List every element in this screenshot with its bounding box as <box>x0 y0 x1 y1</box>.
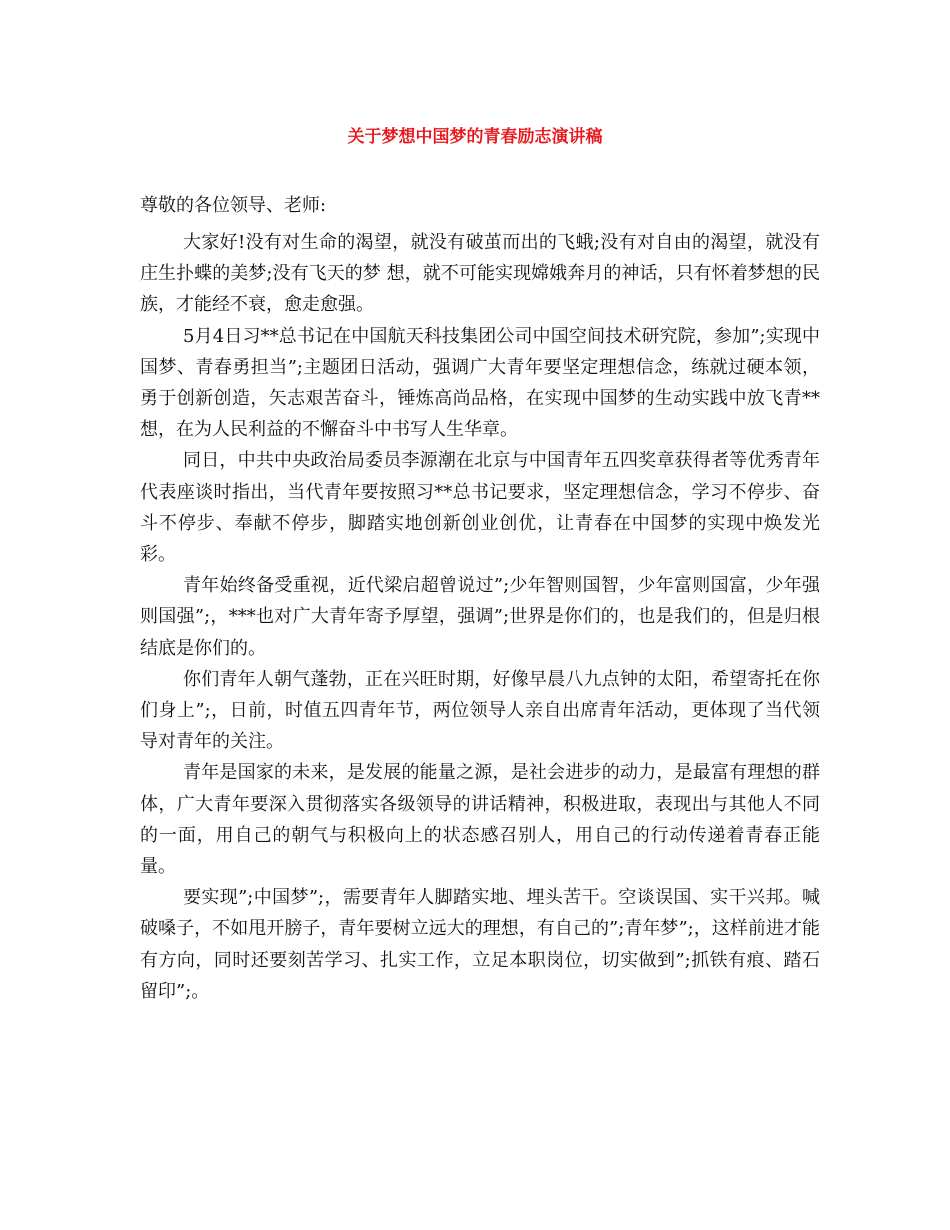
paragraph-7: 要实现”;中国梦”;，需要青年人脚踏实地、埋头苦干。空谈误国、实干兴邦。喊破嗓子，不如甩开膀子，青年要树立远大的理想，有自己的”;青年梦”;，这样前进才能有方向，同时还要刻苦学习、扎实工作，立足本职岗位，切实做到”;抓铁有痕、踏石留印”;。 <box>140 887 820 1002</box>
salutation: 尊敬的各位领导、老师: <box>140 195 327 216</box>
paragraph-5: 你们青年人朝气蓬勃，正在兴旺时期，好像早晨八九点钟的太阳，希望寄托在你们身上”;，日前，时值五四青年节，两位领导人亲自出席青年活动，更体现了当代领导对青年的关注。 <box>140 668 820 753</box>
paragraph-3: 同日，中共中央政治局委员李源潮在北京与中国青年五四奖章获得者等优秀青年代表座谈时指出，当代青年要按照习**总书记要求，坚定理想信念，学习不停步、奋斗不停步、奉献不停步，脚踏实地创新创业创优，让青春在中国梦的实现中焕发光彩。 <box>140 450 820 566</box>
paragraph-4: 青年始终备受重视，近代梁启超曾说过”;少年智则国智，少年富则国富，少年强则国强”;，***也对广大青年寄予厚望，强调”;世界是你们的，也是我们的，但是归根结底是你们的。 <box>140 575 820 659</box>
paragraph-2: 5月4日习**总书记在中国航天科技集团公司中国空间技术研究院，参加”;实现中国梦、青春勇担当”;主题团日活动，强调广大青年要坚定理想信念，练就过硬本领，勇于创新创造，矢志艰苦奋斗，锤炼高尚品格，在实现中国梦的生动实践中放飞青**想，在为人民利益的不懈奋斗中书写人生华章。 <box>140 325 820 441</box>
paragraph-6: 青年是国家的未来，是发展的能量之源，是社会进步的动力，是最富有理想的群体，广大青年要深入贯彻落实各级领导的讲话精神，积极进取，表现出与其他人不同的一面，用自己的朝气与积极向上的状态感召别人，用自己的行动传递着青春正能量。 <box>140 762 820 878</box>
document-body <box>140 227 820 1007</box>
paragraph-1: 大家好!没有对生命的渴望，就没有破茧而出的飞蛾;没有对自由的渴望，就没有庄生扑蝶的美梦;没有飞天的梦 想，就不可能实现嫦娥奔月的神话，只有怀着梦想的民族，才能经不衰，愈走愈强。 <box>140 232 820 316</box>
document-title: 关于梦想中国梦的青春励志演讲稿 <box>347 127 603 147</box>
